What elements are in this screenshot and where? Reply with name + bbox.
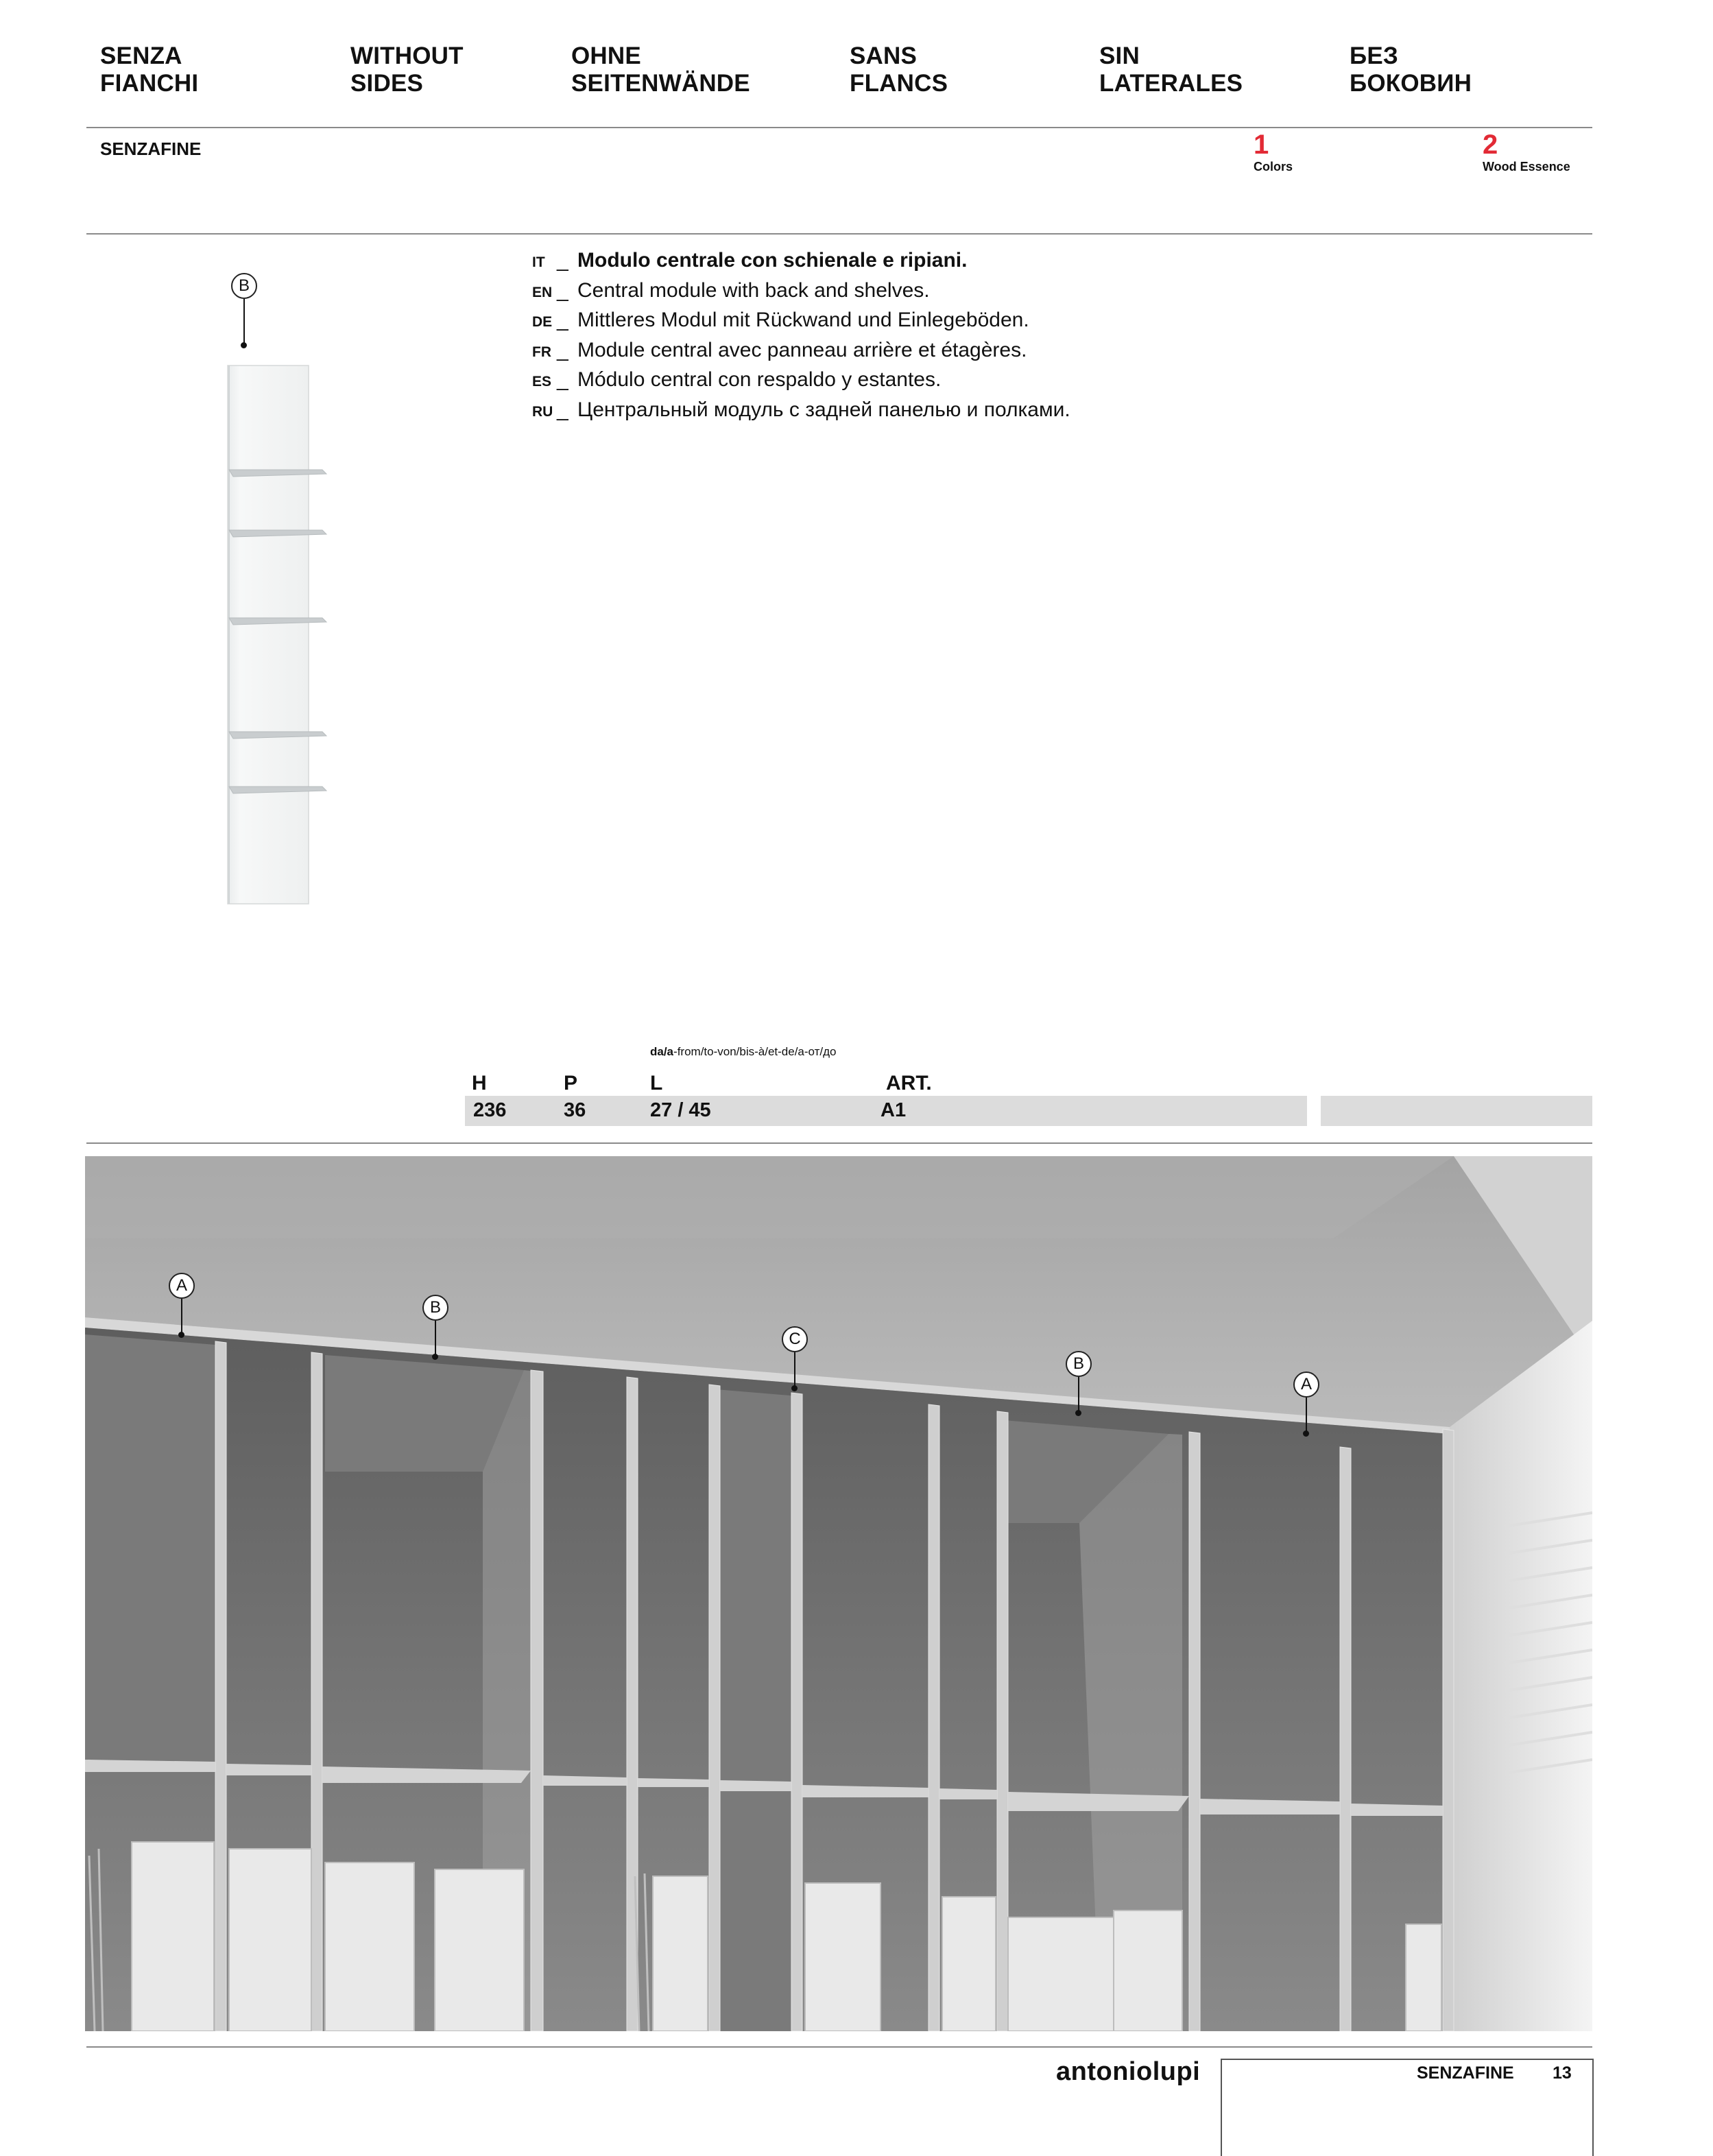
header-h: H: [472, 1072, 487, 1094]
colors-count-block: [1254, 130, 1293, 174]
wood-label: Wood Essence: [1483, 160, 1570, 173]
header-p: P: [564, 1072, 578, 1094]
photo-callout-5-dot: [1303, 1430, 1309, 1437]
footer-series: SENZAFINE: [1417, 2063, 1514, 2083]
header-divider: [86, 127, 1592, 128]
description-row-ru: [532, 396, 1070, 427]
cell-h: 236: [473, 1099, 507, 1121]
range-note: [650, 1045, 837, 1059]
page-number: 13: [1553, 2063, 1572, 2083]
photo-callout-3: C: [782, 1326, 808, 1352]
photo-callout-3-leader: [794, 1352, 795, 1387]
description-text: Módulo central con respaldo y estantes.: [577, 368, 942, 391]
separator: _: [557, 338, 568, 361]
separator: _: [557, 309, 568, 331]
title-es: SIN LATERALES: [1099, 43, 1243, 97]
photo-callout-4-dot: [1075, 1410, 1081, 1416]
footer-box: [1221, 2059, 1594, 2156]
cell-p: 36: [564, 1099, 586, 1121]
description-text: Mittleres Modul mit Rückwand und Einlegeböden.: [577, 309, 1029, 331]
range-note-bold: da/a: [650, 1045, 674, 1058]
footer-divider: [86, 2046, 1592, 2048]
range-note-rest: -from/to-von/bis-à/et-de/a-от/до: [673, 1045, 837, 1058]
brand-logo: antoniolupi: [1056, 2057, 1201, 2086]
separator: _: [557, 398, 568, 421]
photo-callout-1: A: [169, 1273, 195, 1299]
photo-callout-4: B: [1066, 1351, 1092, 1377]
module-callout-badge: B: [231, 273, 257, 299]
photo-callout-2-leader: [435, 1321, 436, 1355]
description-row-it: [532, 247, 1070, 277]
wood-count-block: [1483, 130, 1570, 174]
title-en: WITHOUT SIDES: [350, 43, 464, 97]
lang-code: ES: [532, 374, 552, 390]
cell-art: A1: [881, 1099, 907, 1121]
description-text: Central module with back and shelves.: [577, 278, 930, 302]
cell-l: 27 / 45: [650, 1099, 711, 1121]
photo-callout-4-leader: [1078, 1377, 1079, 1411]
shelving-illustration: [85, 1156, 1592, 2031]
table-divider: [86, 1142, 1592, 1144]
photo-callout-1-leader: [181, 1299, 182, 1333]
section-divider: [86, 233, 1592, 235]
title-fr: SANS FLANCS: [850, 43, 948, 97]
module-callout-leader: [243, 299, 245, 343]
colors-count: 1: [1254, 130, 1269, 160]
description-row-es: [532, 366, 1070, 396]
colors-label: Colors: [1254, 160, 1293, 173]
separator: _: [557, 249, 568, 272]
series-name: SENZAFINE: [100, 139, 202, 159]
photo-callout-2-dot: [432, 1354, 438, 1360]
title-de: OHNE SEITENWÄNDE: [571, 43, 750, 97]
lang-code: FR: [532, 344, 551, 360]
separator: _: [557, 278, 568, 302]
header-art: ART.: [886, 1072, 932, 1094]
title-it: SENZA FIANCHI: [100, 43, 199, 97]
header-l: L: [650, 1072, 663, 1094]
separator: _: [557, 368, 568, 391]
lang-code: RU: [532, 403, 553, 420]
description-row-fr: [532, 337, 1070, 367]
wood-count: 2: [1483, 130, 1498, 160]
description-text: Modulo centrale con schienale e ripiani.: [577, 249, 968, 272]
photo-callout-5-leader: [1306, 1398, 1307, 1432]
lang-code: DE: [532, 314, 553, 330]
spec-row-extra-cell: [1321, 1096, 1592, 1126]
description-row-de: [532, 307, 1070, 337]
photo-callout-2: B: [422, 1295, 448, 1321]
title-ru: БЕЗ БОКОВИН: [1350, 43, 1472, 97]
photo-callout-5: A: [1293, 1372, 1319, 1398]
description-row-en: [532, 277, 1070, 307]
lang-code: EN: [532, 284, 553, 300]
module-callout-dot: [241, 342, 247, 348]
module-drawing: [219, 360, 329, 909]
lang-code: IT: [532, 254, 545, 270]
photo-callout-3-dot: [791, 1385, 798, 1391]
product-photo: [85, 1156, 1592, 2031]
description-list: [532, 247, 1070, 426]
description-text: Module central avec panneau arrière et étagères.: [577, 338, 1027, 361]
photo-callout-1-dot: [178, 1332, 184, 1338]
description-text: Центральный модуль с задней панелью и полками.: [577, 398, 1070, 421]
